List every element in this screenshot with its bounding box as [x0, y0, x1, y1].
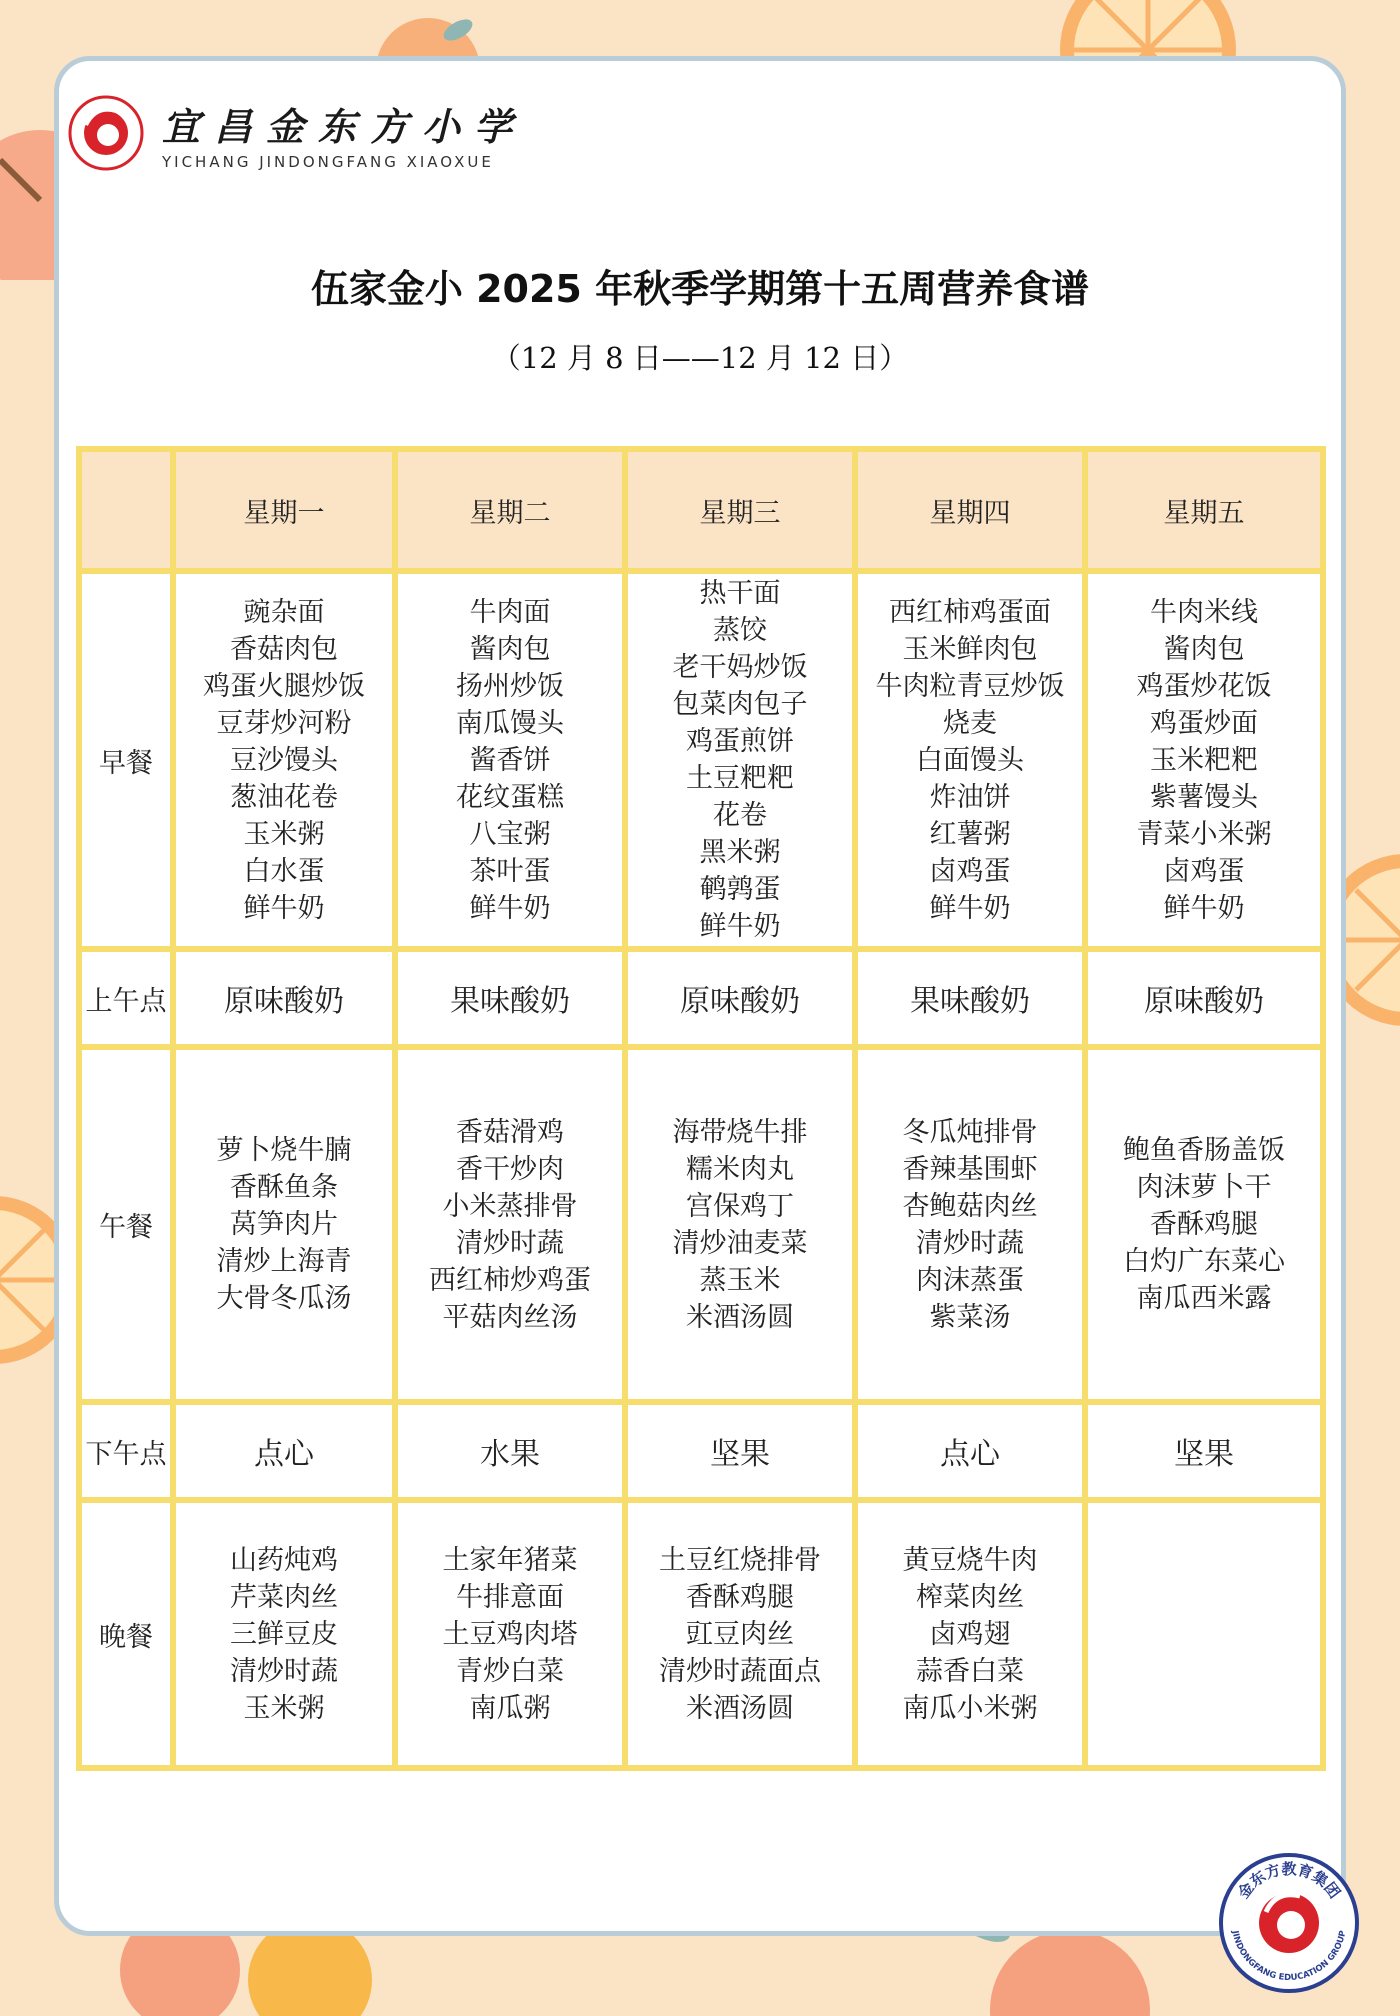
dish-item: 土豆鸡肉塔	[442, 1618, 578, 1650]
dish-item: 西红柿鸡蛋面	[889, 596, 1051, 628]
dish-item: 清炒时蔬	[916, 1227, 1024, 1259]
dish-item: 鸡蛋炒花饭	[1136, 670, 1272, 702]
dish-item: 香干炒肉	[456, 1153, 564, 1185]
badge-text-en: JINDONGFANG EDUCATION GROUP	[1229, 1929, 1349, 1984]
day-header: 星期五	[1085, 449, 1323, 571]
dish-item: 酱香饼	[469, 744, 551, 776]
dish-item: 鸡蛋煎饼	[686, 726, 794, 757]
afternoon-snack-cell: 点心	[173, 1402, 395, 1500]
dinner-cell	[173, 1500, 395, 1768]
dish-item: 鲜牛奶	[469, 892, 551, 924]
dinner-cell	[855, 1500, 1085, 1768]
dish-item: 卤鸡翅	[929, 1618, 1011, 1650]
dish-item: 清炒时蔬	[230, 1655, 338, 1687]
dish-item: 紫薯馒头	[1150, 781, 1258, 813]
morning-snack-cell: 果味酸奶	[395, 949, 625, 1047]
dish-item: 卤鸡蛋	[929, 855, 1011, 887]
lunch-cell	[173, 1047, 395, 1402]
dinner-cell	[625, 1500, 855, 1768]
dish-item: 鲜牛奶	[243, 892, 325, 924]
dish-item: 白水蛋	[243, 855, 325, 887]
afternoon-snack-row	[79, 1402, 1323, 1500]
afternoon-snack-cell: 点心	[855, 1402, 1085, 1500]
dish-item: 山药炖鸡	[230, 1544, 338, 1576]
dish-item: 老干妈炒饭	[672, 652, 808, 683]
dish-item: 香酥鸡腿	[686, 1581, 794, 1613]
dish-item: 萝卜烧牛腩	[216, 1135, 352, 1166]
dish-item: 土豆粑粑	[686, 763, 794, 794]
breakfast-cell	[395, 571, 625, 949]
school-name-cn: 宜昌金东方小学	[162, 103, 527, 149]
page-title: 伍家金小 2025 年秋季学期第十五周营养食谱	[310, 267, 1090, 311]
dish-item: 肉沫萝卜干	[1136, 1172, 1272, 1203]
dish-item: 大骨冬瓜汤	[216, 1283, 352, 1314]
dish-item: 黑米粥	[699, 837, 781, 868]
dish-item: 鲜牛奶	[929, 892, 1011, 924]
day-header: 星期四	[855, 449, 1085, 571]
dish-item: 清炒时蔬面点	[659, 1655, 821, 1687]
dish-item: 蒸玉米	[699, 1264, 781, 1296]
meal-label: 晚餐	[79, 1500, 173, 1768]
dish-item: 花卷	[713, 800, 767, 831]
lunch-cell	[1085, 1047, 1323, 1402]
dish-item: 青菜小米粥	[1136, 818, 1272, 850]
breakfast-cell	[1085, 571, 1323, 949]
school-emblem-icon	[68, 95, 144, 171]
dinner-row	[79, 1500, 1323, 1768]
dish-item: 玉米鲜肉包	[902, 633, 1038, 665]
morning-snack-cell: 原味酸奶	[1085, 949, 1323, 1047]
dish-item: 包菜肉包子	[672, 689, 808, 720]
dish-item: 烧麦	[943, 707, 997, 739]
dish-item: 白灼广东菜心	[1123, 1246, 1285, 1277]
dish-item: 南瓜小米粥	[902, 1692, 1038, 1724]
dish-item: 红薯粥	[929, 818, 1011, 850]
dish-item: 黄豆烧牛肉	[902, 1544, 1038, 1576]
dish-item: 卤鸡蛋	[1163, 855, 1245, 887]
dish-item: 豌杂面	[243, 596, 325, 628]
dish-item: 南瓜西米露	[1136, 1283, 1272, 1314]
dish-item: 白面馒头	[916, 744, 1024, 776]
dish-item: 香菇肉包	[230, 633, 338, 665]
lunch-row	[79, 1047, 1323, 1402]
dish-item: 南瓜馒头	[456, 707, 564, 739]
dish-item: 鲍鱼香肠盖饭	[1123, 1135, 1285, 1166]
lunch-cell	[395, 1047, 625, 1402]
dish-item: 玉米粥	[243, 818, 325, 850]
dish-item: 芹菜肉丝	[230, 1581, 338, 1613]
dish-item: 鹌鹑蛋	[699, 874, 781, 905]
morning-snack-cell: 原味酸奶	[625, 949, 855, 1047]
dish-item: 茶叶蛋	[469, 855, 551, 887]
breakfast-cell	[855, 571, 1085, 949]
meal-label: 下午点	[79, 1402, 173, 1500]
dish-item: 花纹蛋糕	[456, 781, 564, 813]
dish-item: 平菇肉丝汤	[442, 1301, 578, 1333]
day-header: 星期一	[173, 449, 395, 571]
dish-item: 肉沫蒸蛋	[916, 1264, 1024, 1296]
dish-item: 清炒上海青	[216, 1246, 352, 1277]
dish-item: 榨菜肉丝	[916, 1581, 1024, 1613]
dinner-cell	[1085, 1500, 1323, 1768]
lunch-cell	[625, 1047, 855, 1402]
dish-item: 豆沙馒头	[230, 744, 338, 776]
header-corner	[79, 449, 173, 571]
dish-item: 八宝粥	[469, 818, 551, 850]
dish-item: 葱油花卷	[230, 781, 338, 813]
day-header: 星期二	[395, 449, 625, 571]
dish-item: 牛肉面	[469, 596, 551, 628]
breakfast-cell	[173, 571, 395, 949]
dish-item: 小米蒸排骨	[442, 1190, 578, 1222]
dish-item: 香菇滑鸡	[456, 1116, 564, 1148]
dish-item: 香辣基围虾	[902, 1153, 1038, 1185]
dish-item: 牛排意面	[456, 1581, 564, 1613]
dish-item: 海带烧牛排	[672, 1116, 808, 1148]
dish-item: 热干面	[699, 578, 781, 609]
dish-item: 米酒汤圆	[686, 1692, 794, 1724]
meal-label: 早餐	[79, 571, 173, 949]
dish-item: 清炒油麦菜	[672, 1227, 808, 1259]
dish-item: 蒸饺	[713, 615, 767, 646]
afternoon-snack-cell: 水果	[395, 1402, 625, 1500]
morning-snack-cell: 原味酸奶	[173, 949, 395, 1047]
dish-item: 鲜牛奶	[1163, 892, 1245, 924]
dish-item: 土家年猪菜	[442, 1544, 578, 1576]
dish-item: 冬瓜炖排骨	[902, 1116, 1038, 1148]
dish-item: 牛肉粒青豆炒饭	[875, 670, 1065, 702]
breakfast-row	[79, 571, 1323, 949]
education-group-badge	[1218, 1852, 1360, 1994]
dish-item: 杏鲍菇肉丝	[902, 1190, 1038, 1222]
breakfast-cell	[625, 571, 855, 949]
afternoon-snack-cell: 坚果	[1085, 1402, 1323, 1500]
dish-item: 香酥鱼条	[230, 1172, 338, 1203]
morning-snack-cell: 果味酸奶	[855, 949, 1085, 1047]
dish-item: 玉米粑粑	[1150, 744, 1258, 776]
afternoon-snack-cell: 坚果	[625, 1402, 855, 1500]
badge-text-cn: 金东方教育集团	[1234, 1860, 1344, 1902]
dish-item: 酱肉包	[1163, 633, 1245, 665]
dish-item: 香酥鸡腿	[1150, 1209, 1258, 1240]
dinner-cell	[395, 1500, 625, 1768]
dish-item: 清炒时蔬	[456, 1227, 564, 1259]
menu-table	[76, 446, 1326, 1771]
dish-item: 三鲜豆皮	[230, 1618, 338, 1650]
dish-item: 宫保鸡丁	[686, 1190, 794, 1222]
meal-label: 上午点	[79, 949, 173, 1047]
dish-item: 米酒汤圆	[686, 1301, 794, 1333]
dish-item: 南瓜粥	[469, 1692, 551, 1724]
dish-item: 糯米肉丸	[686, 1153, 794, 1185]
dish-item: 炸油饼	[929, 781, 1011, 813]
dish-item: 紫菜汤	[929, 1301, 1011, 1333]
dish-item: 豇豆肉丝	[686, 1618, 794, 1650]
header-row	[79, 449, 1323, 571]
meal-label: 午餐	[79, 1047, 173, 1402]
dish-item: 西红柿炒鸡蛋	[429, 1264, 591, 1296]
dish-item: 土豆红烧排骨	[659, 1544, 821, 1576]
dish-item: 莴笋肉片	[230, 1209, 338, 1240]
dish-item: 青炒白菜	[456, 1655, 564, 1687]
dish-item: 鸡蛋火腿炒饭	[203, 670, 365, 702]
dish-item: 酱肉包	[469, 633, 551, 665]
dish-item: 鲜牛奶	[699, 911, 781, 942]
dish-item: 玉米粥	[243, 1692, 325, 1724]
morning-snack-row	[79, 949, 1323, 1047]
dish-item: 蒜香白菜	[916, 1655, 1024, 1687]
lunch-cell	[855, 1047, 1085, 1402]
dish-item: 豆芽炒河粉	[216, 707, 352, 739]
school-name-en: YICHANG JINDONGFANG XIAOXUE	[162, 152, 494, 171]
dish-item: 牛肉米线	[1150, 596, 1258, 628]
dish-item: 鸡蛋炒面	[1150, 707, 1258, 739]
date-range: （12 月 8 日——12 月 12 日）	[491, 341, 909, 375]
dish-item: 扬州炒饭	[456, 670, 564, 702]
school-logo	[68, 95, 526, 171]
day-header: 星期三	[625, 449, 855, 571]
